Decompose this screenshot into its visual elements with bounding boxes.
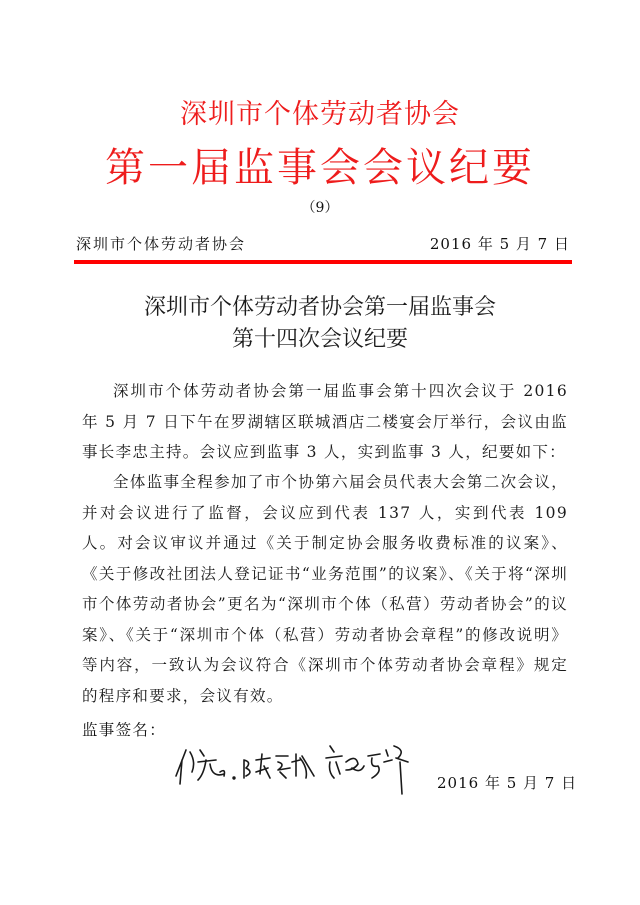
issue-date: 2016 年 5 月 7 日: [429, 235, 570, 253]
paragraph-2: [82, 467, 568, 711]
signature-1: [176, 750, 225, 784]
signature-2: [233, 754, 314, 779]
signature-date: 2016 年 5 月 7 日: [437, 774, 578, 792]
org-title: 深圳市个体劳动者协会: [180, 99, 460, 130]
signature-label: 监事签名：: [82, 721, 167, 739]
handwritten-signatures: [170, 738, 440, 798]
doc-title: 第一届监事会会议纪要: [105, 145, 535, 191]
minutes-title-line2: 第十四次会议纪要: [231, 327, 408, 352]
paragraph-1: [82, 376, 568, 468]
issuer: 深圳市个体劳动者协会: [76, 235, 247, 253]
signature-3: [326, 746, 408, 794]
paragraph-text: 深圳市个体劳动者协会第一届监事会第十四次会议于 2016 年 5 月 7 日下午在罗湖辖区联城酒店二楼宴会厅举行，会议由监事长李忠主持。会议应到监事 3 人，实到监事 3 人，纪要如下：: [82, 382, 568, 461]
issue-number: （9）: [301, 200, 339, 216]
header-divider: [74, 260, 572, 264]
paragraph-text: 全体监事全程参加了市个协第六届会员代表大会第二次会议，并对会议进行了监督，会议应到代表 137 人，实到代表 109 人。对会议审议并通过《关于制定协会服务收费标准的议案》、《关于修改社团法人登记证书“业务范围”的议案》、《关于将“深圳市个体劳动者协会”更名为“深圳市个体（私营）劳动者协会”的议案》、《关于“深圳市个体（私营）劳动者协会章程”的修改说明》等内容，一致认为会议符合《深圳市个体劳动者协会章程》规定的程序和要求，会议有效。: [82, 473, 568, 705]
minutes-title-line1: 深圳市个体劳动者协会第一届监事会: [143, 295, 496, 320]
